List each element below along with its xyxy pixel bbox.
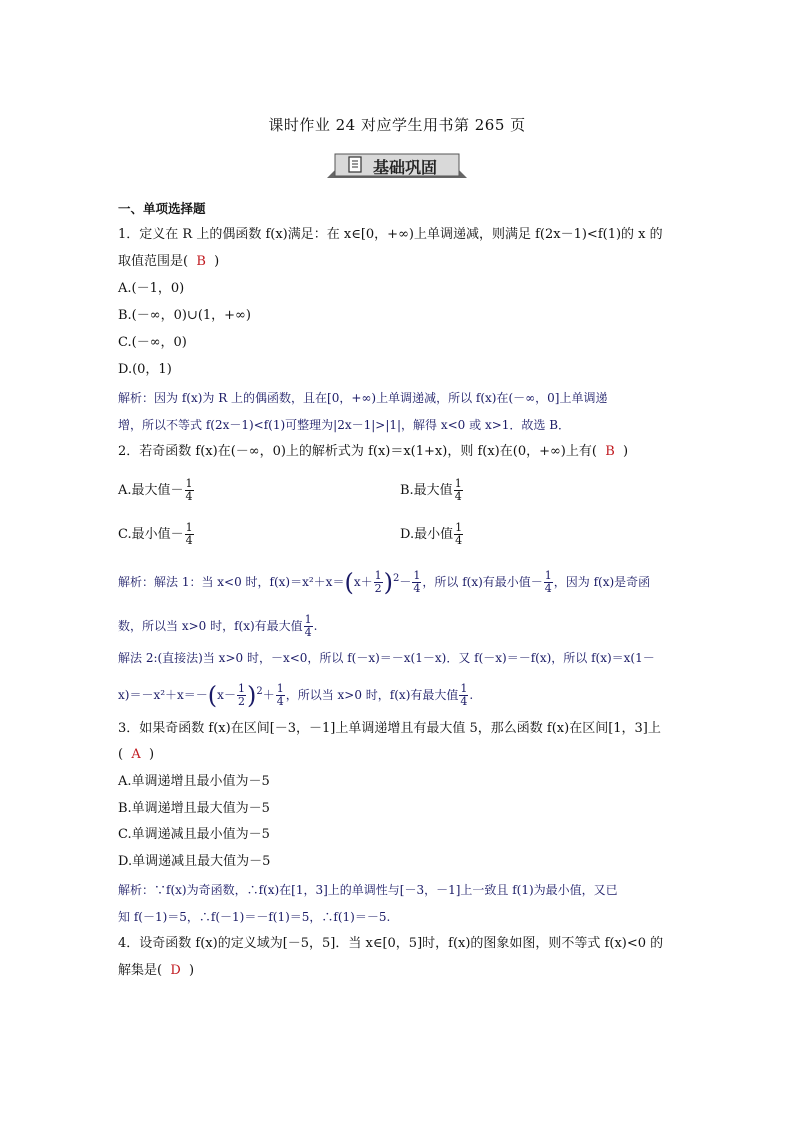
- q3-option-d: D.单调递减且最大值为－5: [118, 854, 271, 869]
- q3-option-c: C.单调递减且最小值为－5: [118, 827, 270, 842]
- q3-answer: A: [131, 747, 141, 762]
- q1-analysis-line2: 增，所以不等式 f(2x－1)<f(1)可整理为|2x－1|>|1|，解得 x<0 或 x>1．故选 B．: [118, 418, 571, 432]
- q1-option-c: C.(－∞，0): [118, 335, 187, 350]
- banner-title: 基础巩固: [373, 158, 438, 177]
- q4-answer: D: [170, 963, 181, 978]
- q1-answer: B: [196, 254, 206, 269]
- q2-option-b: B.最大值 $\frac{1}{4}$: [400, 477, 462, 503]
- q2-option-a: A.最大值－ $\frac{1}{4}$: [118, 477, 193, 503]
- q3-analysis-line1: 解析：∵f(x)为奇函数，∴f(x)在[1，3]上的单调性与[－3，－1]上一致且 f(1)为最小值，又已: [118, 883, 618, 897]
- q2-option-d: D.最小值 $\frac{1}{4}$: [400, 521, 463, 547]
- q2-analysis-line4: x)＝－x²＋x＝－(x－ $\frac{1}{2}$ )$^2$＋ $\frac{1}{4}$ ，所以当 x>0 时，f(x)有最大值 $\frac{1}{4}$ .: [118, 681, 474, 710]
- section-heading: 一、单项选择题: [118, 201, 206, 216]
- section-banner: [327, 152, 467, 182]
- q2-stem: 2．若奇函数 f(x)在(－∞，0)上的解析式为 f(x)＝x(1+x)，则 f(x)在(0，+∞)上有( B ): [118, 444, 629, 459]
- q2-analysis-line2: 数，所以当 x>0 时，f(x)有最大值 $\frac{1}{4}$ .: [118, 613, 318, 639]
- q1-option-a: A.(－1，0): [118, 281, 185, 296]
- q3-stem-line2: ( A ): [118, 747, 155, 762]
- q1-option-d: D.(0，1): [118, 362, 172, 377]
- q2-answer: B: [605, 444, 615, 459]
- q2-option-c: C.最小值－ $\frac{1}{4}$: [118, 521, 193, 547]
- q3-analysis-line2: 知 f(－1)＝5，∴f(－1)＝－f(1)＝5，∴f(1)＝－5.: [118, 910, 391, 924]
- page-title: 课时作业 24 对应学生用书第 265 页: [268, 116, 526, 134]
- q3-stem-line1: 3．如果奇函数 f(x)在区间[－3，－1]上单调递增且有最大值 5，那么函数 f(x)在区间[1，3]上: [118, 721, 661, 736]
- q4-stem-line1: 4．设奇函数 f(x)的定义域为[－5，5]．当 x∈[0，5]时，f(x)的图象如图，则不等式 f(x)<0 的: [118, 936, 664, 951]
- q1-option-b: B.(－∞，0)∪(1，+∞): [118, 308, 251, 323]
- q2-analysis-line1: 解析：解法 1：当 x<0 时，f(x)＝x²＋x＝(x＋ $\frac{1}{2}$ )$^2$－ $\frac{1}{4}$ ，所以 f(x)有最小值－ $\frac{1}{4}$ ，因为 f(x)是奇函: [118, 568, 651, 597]
- q1-analysis-line1: 解析：因为 f(x)为 R 上的偶函数，且在[0，+∞)上单调递减，所以 f(x)在(－∞，0]上单调递: [118, 391, 608, 405]
- q4-stem-line2: 解集是( D ): [118, 963, 195, 978]
- q3-option-a: A.单调递增且最小值为－5: [118, 774, 270, 789]
- q2-analysis-line3: 解法 2:(直接法)当 x>0 时，－x<0，所以 f(－x)＝－x(1－x)．又 f(－x)＝－f(x)，所以 f(x)＝x(1－: [118, 651, 655, 665]
- q1-stem-line1: 1．定义在 R 上的偶函数 f(x)满足：在 x∈[0，+∞)上单调递减，则满足 f(2x－1)<f(1)的 x 的: [118, 227, 663, 242]
- q1-stem-line2: 取值范围是( B ): [118, 254, 220, 269]
- q3-option-b: B.单调递增且最大值为－5: [118, 801, 270, 816]
